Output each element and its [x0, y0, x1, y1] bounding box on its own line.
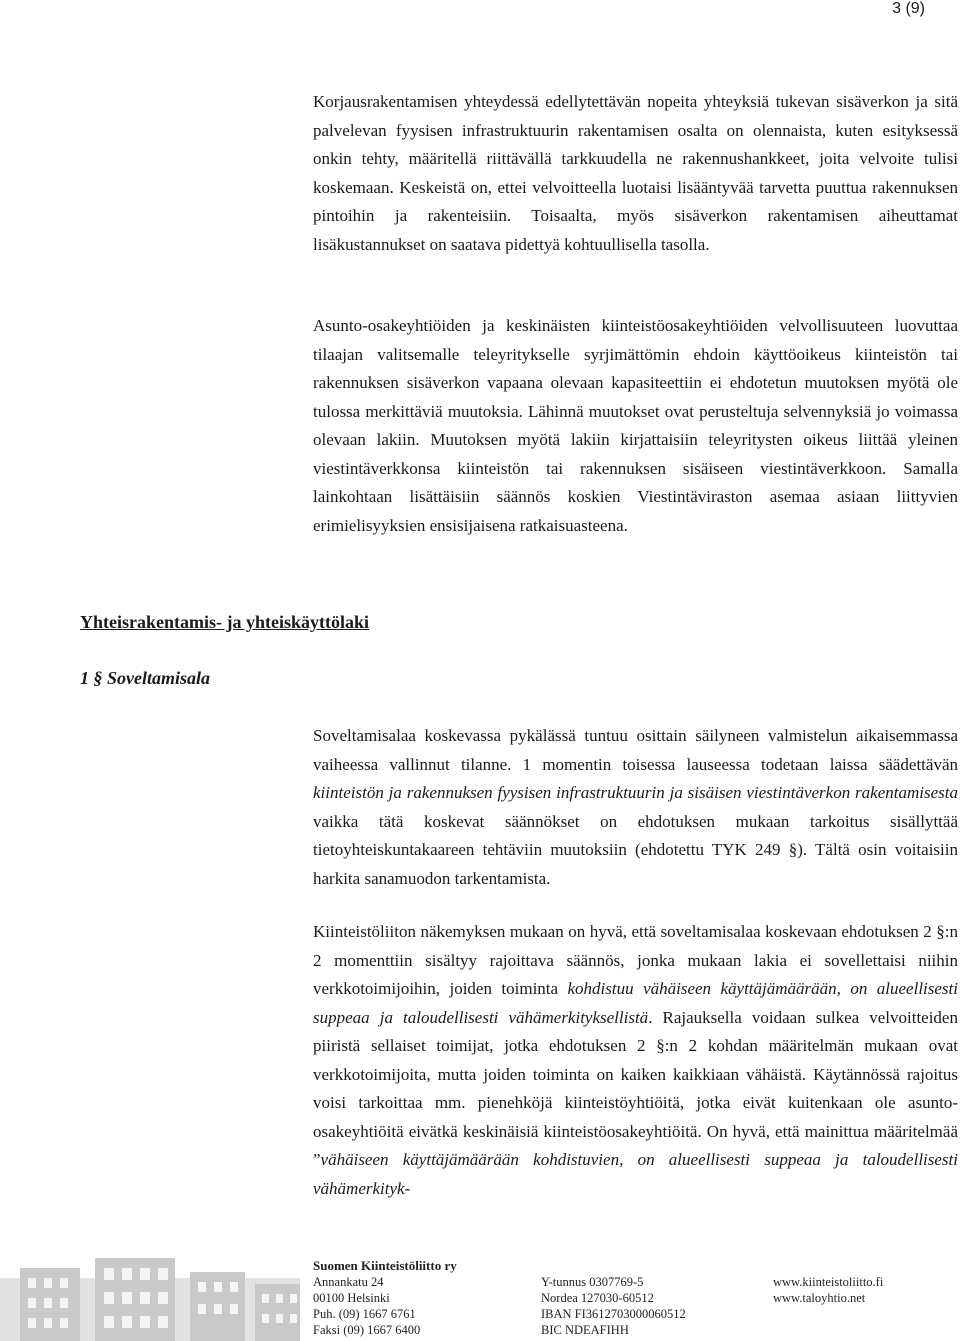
- footer-address-line: 00100 Helsinki: [313, 1291, 390, 1305]
- text-run: vaikka tätä koskevat säännökset on ehdotuksen mukaan tarkoitus sisällyttää tietoyhteiskuntakaareen tehtäviin muutoksiin (ehdotettu TYK 249 §). Tältä osin voitaisiin harkita sanamuodon tarkentamista.: [313, 811, 958, 888]
- italic-quote: vähäiseen käyttäjämäärään kohdistuvien, on alueellisesti suppeaa ja taloudellisesti vähämerkityk-: [313, 1150, 958, 1198]
- footer-bank-column: [541, 1274, 686, 1338]
- footer-website-link[interactable]: www.taloyhtio.net: [773, 1291, 866, 1305]
- page-number: 3 (9): [892, 0, 925, 17]
- paragraph-opinion: [313, 918, 958, 1203]
- text-run: . Rajauksella voidaan sulkea velvoitteiden piiristä sellaiset toimijat, jotka ehdotuksen 2 §:n 2 kohdan määritelmän mukaan ovat verkkotoimijoita, mutta joiden toiminta on kaiken kaikkiaan vähäistä. Käytännössä rajoitus voisi tarkoittaa mm. pienehköjä kiinteistöyhtiöitä, jotka eivät kuitenkaan ole asunto-osakeyhtiöitä eivätkä keskinäisiä kiinteistöosakeyhtiöitä. On hyvä, että mainittua määritelmää ”: [313, 1007, 958, 1169]
- footer-ytunnus: Y-tunnus 0307769-5: [541, 1275, 644, 1289]
- footer-iban: IBAN FI3612703000060512: [541, 1307, 686, 1321]
- paragraph-scope: [313, 722, 958, 893]
- paragraph-intro: Korjausrakentamisen yhteydessä edellytettävän nopeita yhteyksiä tukevan sisäverkon ja sitä palvelevan fyysisen infrastruktuurin rakentamisen osalta on olennaista, kuten esityksessä onkin tehty, määritellä riittävällä tarkkuudella ne rakennushankkeet, joita velvoite tulisi koskemaan. Keskeistä on, ettei velvoitteella luotaisi lisääntyvää tarvetta puuttua rakennuksen pintoihin ja rakenteisiin. Toisaalta, myös sisäverkon rakentamisen aiheuttamat lisäkustannukset on saatava pidettyä kohtuullisella tasolla.: [313, 92, 958, 254]
- text-run: Kiinteistöliiton näkemyksen mukaan on hyvä, että soveltamisalaa koskevaan ehdotuksen 2 §:n 2 momenttiin sisältyy rajoittava säännös, jonka mukaan lakia ei sovellettaisi niihin verkkotoimijoihin, joiden toiminta: [313, 922, 958, 998]
- footer-web-column: [773, 1274, 883, 1306]
- footer: [0, 1258, 960, 1341]
- footer-org-name: Suomen Kiinteistöliitto ry: [313, 1258, 457, 1273]
- footer-website-link[interactable]: www.kiinteistoliitto.fi: [773, 1275, 884, 1289]
- italic-quote: kiinteistön ja rakennuksen fyysisen infrastruktuurin ja sisäisen viestintäverkon rakentamisesta: [313, 783, 958, 802]
- paragraph-housing-companies: Asunto-osakeyhtiöiden ja keskinäisten kiinteistöosakeyhtiöiden velvollisuuteen luovuttaa tilaajan valitsemalle teleyritykselle syrjimättömin ehdoin käyttöoikeus kiinteistön tai rakennuksen sisäverkon vapaana olevaan kapasiteettiin ei ehdotetun muutoksen myötä ole tulossa merkittäviä muutoksia. Lähinnä muutokset ovat perusteltuja selvennyksiä jo voimassa olevaan lakiin. Muutoksen myötä lakiin kirjattaisiin teleyritysten oikeus liittää yleinen viestintäverkkonsa kiinteistön tai rakennuksen sisäiseen viestintäverkkoon. Samalla lainkohtaan lisättäisiin säännös koskien Viestintäviraston asemaa asiaan liittyvien erimielisyyksien ensisijaisena ratkaisuasteena.: [313, 316, 958, 535]
- section-heading: 1 § Soveltamisala: [80, 668, 210, 688]
- law-title-heading: Yhteisrakentamis- ja yhteiskäyttölaki: [80, 612, 369, 632]
- footer-address-line: Annankatu 24: [313, 1275, 384, 1289]
- text-run: Soveltamisalaa koskevassa pykälässä tuntuu osittain säilyneen valmistelun aikaisemmassa vaiheessa vallinnut tilanne. 1 momentin toisessa lauseessa todetaan laissa säädettävän: [313, 726, 958, 774]
- italic-quote: kohdistuu vähäiseen käyttäjämäärään, on alueellisesti suppeaa ja taloudellisesti vähämerkityksellistä: [313, 979, 958, 1027]
- building-logo-icon: [0, 1258, 300, 1341]
- footer-fax: Faksi (09) 1667 6400: [313, 1323, 421, 1337]
- footer-address-column: [313, 1258, 457, 1338]
- footer-bic: BIC NDEAFIHH: [541, 1323, 629, 1337]
- footer-phone: Puh. (09) 1667 6761: [313, 1307, 416, 1321]
- footer-bank-account: Nordea 127030-60512: [541, 1291, 654, 1305]
